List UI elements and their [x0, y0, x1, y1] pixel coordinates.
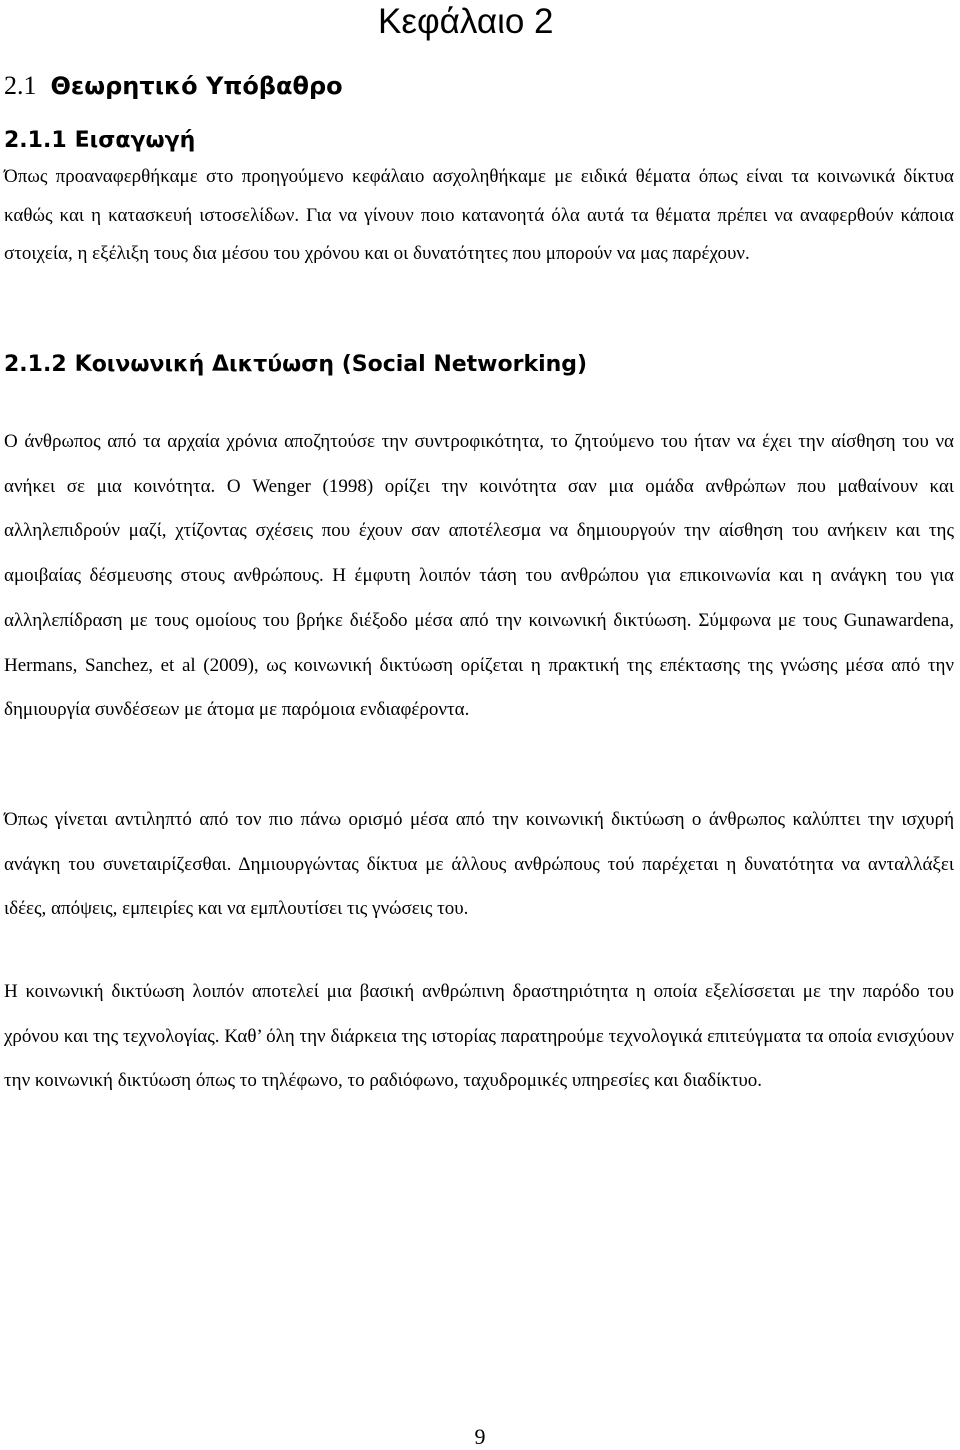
section-title: Θεωρητικό Υπόβαθρο: [50, 72, 343, 100]
subsection-heading-social-networking: [4, 348, 587, 382]
chapter-title: Κεφάλαιο 2: [378, 2, 554, 41]
subsection-title: Κοινωνική Δικτύωση (Social Networking): [74, 352, 588, 377]
subsection-number: 2.1.1: [4, 128, 67, 153]
section-heading: [4, 66, 343, 106]
paragraph-social-networking-2: Όπως γίνεται αντιληπτό από τον πιο πάνω ορισμό μέσα από την κοινωνική δικτύωση ο άνθρωπος καλύπτει την ισχυρή ανάγκη του συνεταιρίζεσθαι. Δημιουργώντας δίκτυα με άλλους ανθρώπους τού παρέχεται η δυνατότητα να ανταλλάξει ιδέες, απόψεις, εμπειρίες και να εμπλουτίσει τις γνώσεις του.: [4, 809, 954, 920]
paragraph-social-networking-3: Η κοινωνική δικτύωση λοιπόν αποτελεί μια βασική ανθρώπινη δραστηριότητα η οποία εξελίσσεται με την παρόδο του χρόνου και της τεχνολογίας. Καθ’ όλη την διάρκεια της ιστορίας παρατηρούμε τεχνολογικά επιτεύγματα τα οποία ενισχύουν την κοινωνική δικτύωση όπως το τηλέφωνο, το ραδιόφωνο, ταχυδρομικές υπηρεσίες και διαδίκτυο.: [4, 981, 954, 1092]
subsection-title: Εισαγωγή: [74, 128, 196, 153]
paragraph-intro: Όπως προαναφερθήκαμε στο προηγούμενο κεφάλαιο ασχοληθήκαμε με ειδικά θέματα όπως είναι τα κοινωνικά δίκτυα καθώς και η κατασκευή ιστοσελίδων. Για να γίνουν ποιο κατανοητά όλα αυτά τα θέματα πρέπει να αναφερθούν κάποια στοιχεία, η εξέλιξη τους δια μέσου του χρόνου και οι δυνατότητες που μπορούν να μας παρέχουν.: [4, 166, 954, 264]
subsection-number: 2.1.2: [4, 352, 67, 377]
paragraph-social-networking-1: Ο άνθρωπος από τα αρχαία χρόνια αποζητούσε την συντροφικότητα, το ζητούμενο του ήταν να έχει την αίσθηση του να ανήκει σε μια κοινότητα. Ο Wenger (1998) ορίζει την κοινότητα σαν μια ομάδα ανθρώπων που μαθαίνουν και αλληλεπιδρούν μαζί, χτίζοντας σχέσεις που έχουν σαν αποτέλεσμα να δημιουργούν την αίσθηση του ανήκειν και της αμοιβαίας δέσμευσης στους ανθρώπους. Η έμφυτη λοιπόν τάση του ανθρώπου για επικοινωνία και η ανάγκη του για αλληλεπίδραση με τους ομοίους του βρήκε διέξοδο μέσα από την κοινωνική δικτύωση. Σύμφωνα με τους Gunawardena, Hermans, Sanchez, et al (2009), ως κοινωνική δικτύωση ορίζεται η πρακτική της επέκτασης της γνώσης μέσα από την δημιουργία συνδέσεων με άτομα με παρόμοια ενδιαφέροντα.: [4, 431, 954, 721]
section-number: 2.1: [4, 71, 37, 100]
page-number: 9: [474, 1424, 486, 1449]
subsection-heading-intro: [4, 124, 195, 158]
